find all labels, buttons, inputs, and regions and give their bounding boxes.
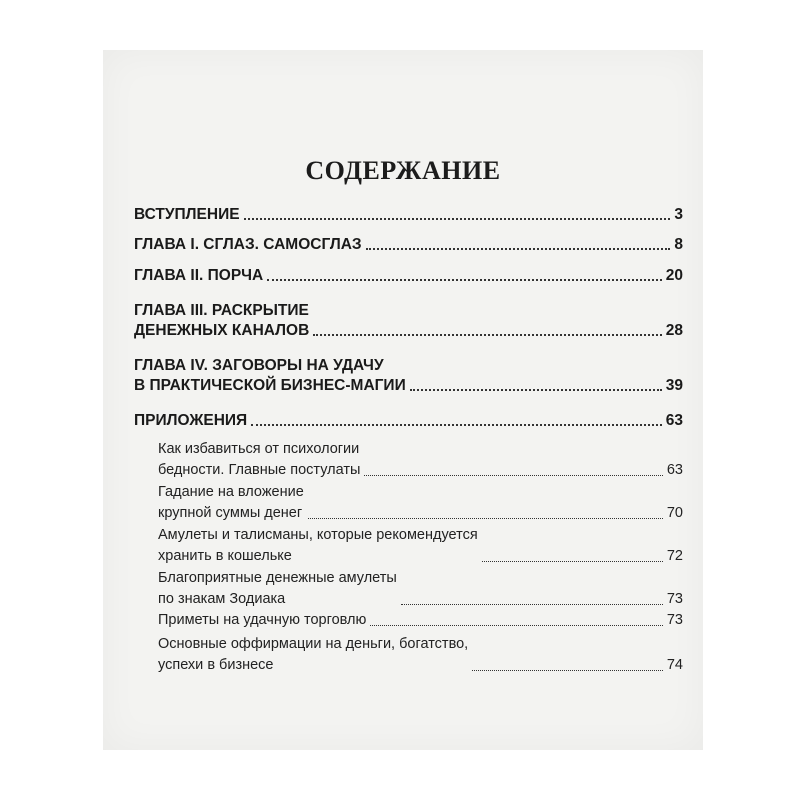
toc-entry-title: ГЛАВА I. СГЛАЗ. САМОСГЛАЗ xyxy=(134,236,362,253)
toc-entry-appendices xyxy=(134,411,683,431)
toc-page-number: 74 xyxy=(666,657,683,673)
book-page xyxy=(103,50,703,750)
toc-subentry-zodiac-amulets xyxy=(158,568,683,610)
toc-entry-title: Как избавиться от психологии бедности. Главные постулаты xyxy=(158,441,361,478)
leader-dots xyxy=(313,334,661,336)
toc-entry-chapter-1 xyxy=(134,235,683,255)
toc-page-number: 63 xyxy=(666,462,683,478)
toc-title: СОДЕРЖАНИЕ xyxy=(305,156,501,185)
toc-page-number: 39 xyxy=(665,377,683,394)
toc-entry-introduction xyxy=(134,205,683,225)
toc-entry-title: Гадание на вложение крупной суммы денег xyxy=(158,484,304,521)
toc-entry-title: ПРИЛОЖЕНИЯ xyxy=(134,412,248,429)
toc-page-number: 8 xyxy=(674,236,683,253)
toc-entry-title: Благоприятные денежные амулеты по знакам Зодиака xyxy=(158,570,397,607)
toc-entry-title: ГЛАВА IV. ЗАГОВОРЫ НА УДАЧУ В ПРАКТИЧЕСКОЙ БИЗНЕС-МАГИИ xyxy=(134,357,406,394)
toc-page-number: 73 xyxy=(666,591,683,607)
toc-entry-title: ГЛАВА III. РАСКРЫТИЕ ДЕНЕЖНЫХ КАНАЛОВ xyxy=(134,302,310,339)
toc-subentry-trade-omens xyxy=(158,610,683,631)
leader-dots xyxy=(410,389,662,391)
leader-dots xyxy=(267,279,662,281)
toc-entry-chapter-2 xyxy=(134,266,683,286)
leader-dots xyxy=(482,561,663,562)
toc-subentry-amulets-wallet xyxy=(158,525,683,567)
toc-entry-chapter-3 xyxy=(134,301,683,341)
toc-subentry-fortune-telling xyxy=(158,482,683,524)
toc-entry-title: Амулеты и талисманы, которые рекомендуется хранить в кошельке xyxy=(158,527,478,564)
leader-dots xyxy=(364,475,662,476)
leader-dots xyxy=(244,218,671,220)
toc-entry-title: Основные оффирмации на деньги, богатство, успехи в бизнесе xyxy=(158,636,469,673)
toc-page-number: 20 xyxy=(665,267,683,284)
toc-entry-title: ГЛАВА II. ПОРЧА xyxy=(134,267,264,284)
toc-entry-chapter-4 xyxy=(134,356,683,396)
toc-entry-title: ВСТУПЛЕНИЕ xyxy=(134,206,240,223)
leader-dots xyxy=(370,625,662,626)
leader-dots xyxy=(308,518,663,519)
leader-dots xyxy=(251,424,662,426)
toc-subentry-affirmations xyxy=(158,634,683,676)
toc-page-number: 3 xyxy=(674,206,683,223)
toc-entry-title: Приметы на удачную торговлю xyxy=(158,612,367,628)
leader-dots xyxy=(366,248,671,250)
toc-page-number: 28 xyxy=(665,322,683,339)
toc-page-number: 70 xyxy=(666,505,683,521)
toc-page-number: 63 xyxy=(665,412,683,429)
leader-dots xyxy=(401,604,663,605)
toc-page-number: 72 xyxy=(666,548,683,564)
leader-dots xyxy=(472,670,663,671)
toc-page-number: 73 xyxy=(666,612,683,628)
toc-subentry-poverty-psychology xyxy=(158,439,683,481)
